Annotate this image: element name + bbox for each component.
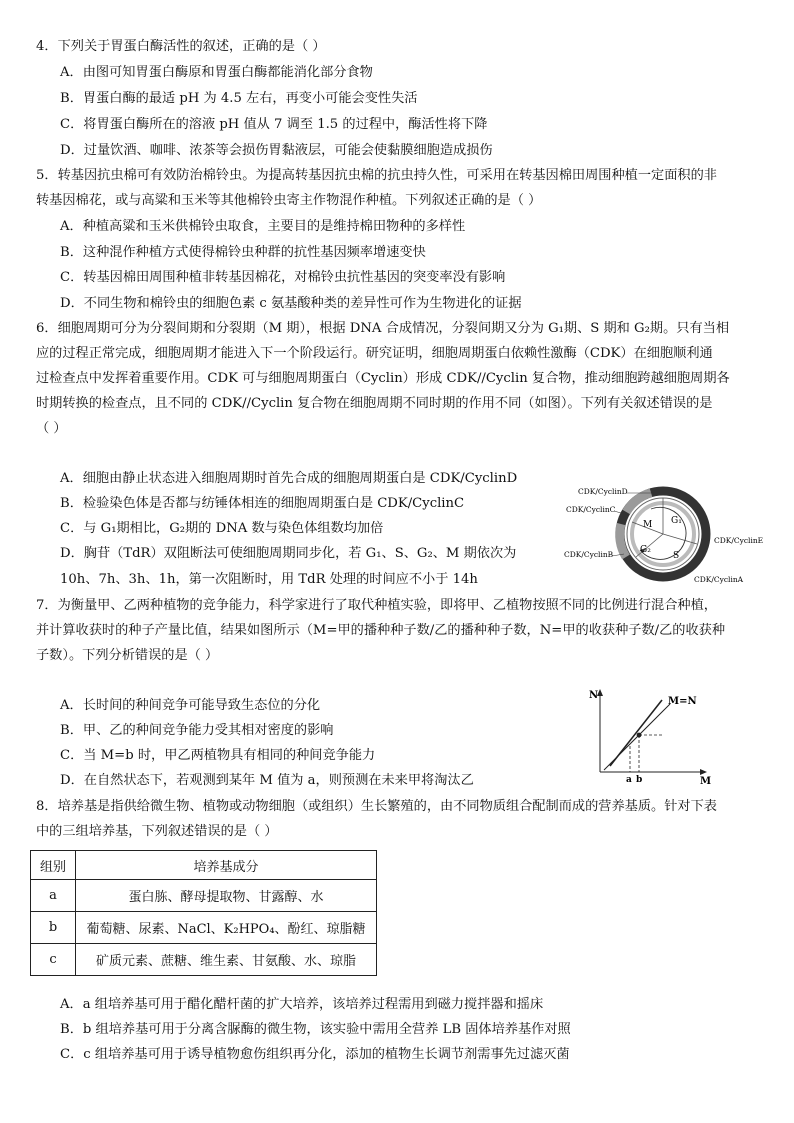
q5-option-d: D．不同生物和棉铃虫的细胞色素 c 氨基酸种类的差异性可作为生物进化的证据 <box>60 296 522 311</box>
q6-option-d: D．胸苷（TdR）双阻断法可使细胞周期同步化，若 G₁、S、G₂、M 期依次为 <box>60 546 517 561</box>
q6-option-d-cont: 10h、7h、3h、1h，第一次阻断时，用 TdR 处理的时间应不小于 14h <box>60 572 478 587</box>
q4-option-d: D．过量饮酒、咖啡、浓茶等会损伤胃黏液层，可能会使黏膜细胞造成损伤 <box>60 143 493 158</box>
q7-option-d: D．在自然状态下，若观测到某年 M 值为 a，则预测在未来甲将淘汰乙 <box>60 773 474 788</box>
q6-option-c: C．与 G₁期相比，G₂期的 DNA 数与染色体组数均加倍 <box>60 521 384 536</box>
competition-graph <box>584 684 718 786</box>
q8-option-c: C．c 组培养基可用于诱导植物愈伤组织再分化，添加的植物生长调节剂需事先过滤灭菌 <box>60 1047 570 1062</box>
q7-stem-line-1: 7．为衡量甲、乙两种植物的竞争能力，科学家进行了取代种植实验，即将甲、乙植物按照不同的比例进行混合种植， <box>36 598 717 613</box>
table-cell-group: b <box>31 912 76 944</box>
tick-label-b: b <box>636 775 643 785</box>
label-cdk-cycline: CDK/CyclinE <box>714 536 764 545</box>
x-axis-label: M <box>700 776 712 786</box>
q4-stem: 4．下列关于胃蛋白酶活性的叙述，正确的是（ ） <box>36 39 326 54</box>
table-header-group: 组别 <box>31 851 76 880</box>
label-cdk-cyclinb: CDK/CyclinB <box>564 550 614 559</box>
q7-option-b: B．甲、乙的种间竞争能力受其相对密度的影响 <box>60 723 334 738</box>
q8-option-b: B．b 组培养基可用于分离含脲酶的微生物，该实验中需用全营养 LB 固体培养基作对照 <box>60 1022 571 1037</box>
q6-option-a: A．细胞由静止状态进入细胞周期时首先合成的细胞周期蛋白是 CDK/CyclinD <box>60 471 518 486</box>
tick-label-a: a <box>626 775 632 785</box>
q8-stem-line-2: 中的三组培养基，下列叙述错误的是（ ） <box>36 824 278 839</box>
q5-stem-line-2: 转基因棉花，或与高粱和玉米等其他棉铃虫寄主作物混作种植。下列叙述正确的是（ ） <box>36 193 542 208</box>
table-row <box>31 880 377 912</box>
q6-stem-line-3: 过检查点中发挥着重要作用。CDK 可与细胞周期蛋白（Cyclin）形成 CDK//Cyclin 复合物，推动细胞跨越细胞周期各 <box>36 371 730 386</box>
table-row <box>31 912 377 944</box>
label-cdk-cyclind: CDK/CyclinD <box>578 487 628 496</box>
q6-stem-line-4: 时期转换的检查点，且不同的 CDK//Cyclin 复合物在细胞周期不同时期的作用不同（如图）。下列有关叙述错误的是 <box>36 396 713 411</box>
q6-stem-line-2: 应的过程正常完成，细胞周期才能进入下一个阶段运行。研究证明，细胞周期蛋白依赖性激酶（CDK）在细胞顺利通 <box>36 346 713 361</box>
label-cdk-cyclina: CDK/CyclinA <box>694 575 744 584</box>
cell-cycle-diagram <box>556 482 768 588</box>
table-cell-components: 葡萄糖、尿素、NaCl、K₂HPO₄、酚红、琼脂糖 <box>76 912 377 944</box>
label-cdk-cyclinc: CDK/CyclinC <box>566 505 616 514</box>
q6-stem-line-1: 6．细胞周期可分为分裂间期和分裂期（M 期），根据 DNA 合成情况，分裂间期又分为 G₁期、S 期和 G₂期。只有当相 <box>36 321 730 336</box>
medium-table <box>30 850 377 976</box>
q8-option-a: A．a 组培养基可用于醋化醋杆菌的扩大培养，该培养过程需用到磁力搅拌器和摇床 <box>60 997 544 1012</box>
table-cell-components: 矿质元素、蔗糖、维生素、甘氨酸、水、琼脂 <box>76 944 377 976</box>
x-axis-arrow <box>700 769 707 775</box>
phase-label-s: S <box>673 551 680 561</box>
table-cell-group: a <box>31 880 76 912</box>
q6-stem-line-5: （ ） <box>36 421 67 436</box>
q4-option-b: B．胃蛋白酶的最适 pH 为 4.5 左右，再变小可能会变性失活 <box>60 91 418 106</box>
table-cell-components: 蛋白胨、酵母提取物、甘露醇、水 <box>76 880 377 912</box>
phase-label-g2: G₂ <box>640 545 651 555</box>
q5-stem-line-1: 5．转基因抗虫棉可有效防治棉铃虫。为提高转基因抗虫棉的抗虫持久性，可采用在转基因棉田周围种植一定面积的非 <box>36 168 717 183</box>
table-cell-group: c <box>31 944 76 976</box>
q5-option-b: B．这种混作种植方式使得棉铃虫种群的抗性基因频率增速变快 <box>60 245 426 260</box>
table-row <box>31 944 377 976</box>
q4-option-a: A．由图可知胃蛋白酶原和胃蛋白酶都能消化部分食物 <box>60 65 373 80</box>
q7-stem-line-2: 并计算收获时的种子产量比值，结果如图所示（M=甲的播种种子数/乙的播种种子数，N=甲的收获种子数/乙的收获种 <box>36 623 726 638</box>
q7-stem-line-3: 子数）。下列分析错误的是（ ） <box>36 648 219 663</box>
phase-label-g1: G₁ <box>671 516 682 526</box>
q4-option-c: C．将胃蛋白酶所在的溶液 pH 值从 7 调至 1.5 的过程中，酶活性将下降 <box>60 117 488 132</box>
experimental-curve <box>610 700 662 766</box>
table-header-row <box>31 851 377 880</box>
q7-option-c: C．当 M=b 时，甲乙两植物具有相同的种间竞争能力 <box>60 748 376 763</box>
q5-option-a: A．种植高粱和玉米供棉铃虫取食，主要目的是维持棉田物种的多样性 <box>60 219 466 234</box>
phase-label-m: M <box>643 520 653 530</box>
q5-option-c: C．转基因棉田周围种植非转基因棉花，对棉铃虫抗性基因的突变率没有影响 <box>60 270 506 285</box>
y-axis-label: N <box>589 690 599 701</box>
m-equals-n-label: M=N <box>668 696 697 707</box>
q7-option-a: A．长时间的种间竞争可能导致生态位的分化 <box>60 698 321 713</box>
table-header-components: 培养基成分 <box>76 851 377 880</box>
q6-option-b: B．检验染色体是否都与纺锤体相连的细胞周期蛋白是 CDK/CyclinC <box>60 496 465 511</box>
q8-stem-line-1: 8．培养基是指供给微生物、植物或动物细胞（或组织）生长繁殖的，由不同物质组合配制而成的营养基质。针对下表 <box>36 799 717 814</box>
